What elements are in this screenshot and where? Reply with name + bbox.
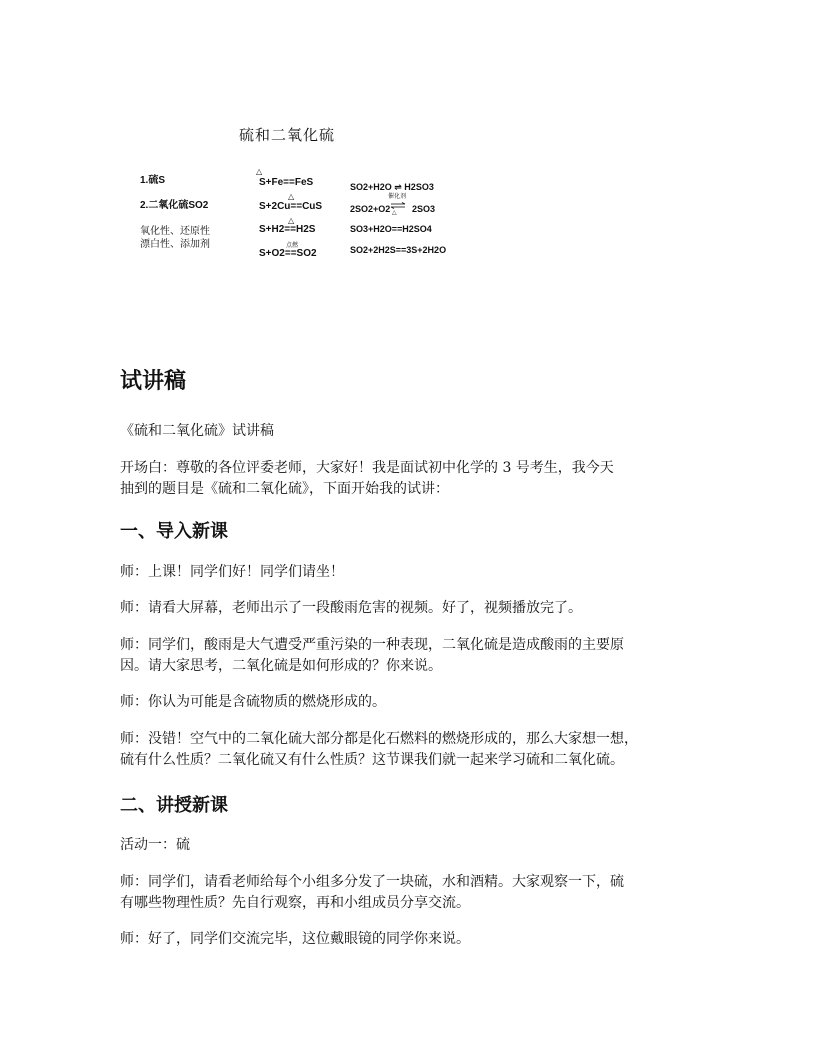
board-right-2-product: 2SO3 xyxy=(412,204,436,214)
intro-paragraph-3-line-1: 师：同学们，酸雨是大气遭受严重污染的一种表现，二氧化硫是造成酸雨的主要原 xyxy=(120,637,624,653)
board-mid-4-equation: S+O2==SO2 xyxy=(259,248,317,259)
board-mid-3-condition: △ xyxy=(288,216,295,225)
lesson-paragraph-2-line-1: 师：同学们，请看老师给每个小组多分发了一块硫，水和酒精。大家观察一下，硫 xyxy=(120,874,624,890)
board-right-1-equation: SO2+H2O ⇌ H2SO3 xyxy=(350,182,434,192)
intro-paragraph-3-line-2: 因。请大家思考，二氧化硫是如何形成的？你来说。 xyxy=(120,658,442,674)
opening-paragraph-line-2: 抽到的题目是《硫和二氧化硫》，下面开始我的试讲： xyxy=(120,481,449,497)
intro-paragraph-5-line-1: 师：没错！空气中的二氧化硫大部分都是化石燃料的燃烧形成的，那么大家想一想， xyxy=(120,731,638,747)
lesson-paragraph-2-line-2: 有哪些物理性质？先自行观察，再和小组成员分享交流。 xyxy=(120,895,470,911)
document-title: 试讲稿 xyxy=(120,369,187,394)
intro-paragraph-5-line-2: 硫有什么性质？二氧化硫又有什么性质？这节课我们就一起来学习硫和二氧化硫。 xyxy=(120,752,624,768)
board-right-2-reactants: 2SO2+O2 xyxy=(350,204,391,214)
reversible-arrow-icon xyxy=(390,202,406,209)
blackboard-summary-image xyxy=(120,118,480,268)
section-heading-intro: 一、导入新课 xyxy=(120,521,228,542)
intro-paragraph-2: 师：请看大屏幕，老师出示了一段酸雨危害的视频。好了，视频播放完了。 xyxy=(120,600,582,616)
document-subtitle: 《硫和二氧化硫》试讲稿 xyxy=(120,423,274,439)
board-left-1: 1.硫S xyxy=(140,175,166,186)
board-right-2-heat: △ xyxy=(392,209,397,216)
board-mid-2-equation: S+2Cu==CuS xyxy=(259,201,323,212)
board-left-4: 漂白性、添加剂 xyxy=(140,239,210,250)
board-right-4-equation: SO2+2H2S==3S+2H2O xyxy=(350,245,447,255)
board-mid-2-condition: △ xyxy=(288,192,295,201)
board-title: 硫和二氧化硫 xyxy=(239,126,336,144)
lesson-paragraph-3: 师：好了，同学们交流完毕，这位戴眼镜的同学你来说。 xyxy=(120,931,470,947)
opening-paragraph-line-1: 开场白：尊敬的各位评委老师，大家好！我是面试初中化学的 3 号考生，我今天 xyxy=(120,460,614,476)
board-left-3: 氧化性、还原性 xyxy=(140,226,210,237)
lesson-paragraph-1: 活动一：硫 xyxy=(120,837,190,853)
board-right-2-catalyst: 催化剂 xyxy=(388,193,407,200)
intro-paragraph-4: 师：你认为可能是含硫物质的燃烧形成的。 xyxy=(120,694,386,710)
intro-paragraph-1: 师：上课！同学们好！同学们请坐！ xyxy=(120,564,344,580)
board-mid-1-condition: △ xyxy=(256,167,263,176)
board-mid-4-condition: 点燃 xyxy=(286,242,299,249)
board-right-3-equation: SO3+H2O==H2SO4 xyxy=(350,224,432,234)
section-heading-new-lesson: 二、讲授新课 xyxy=(120,795,228,816)
board-mid-3-equation: S+H2==H2S xyxy=(259,224,316,235)
board-mid-1-equation: S+Fe==FeS xyxy=(259,177,314,188)
board-left-2: 2.二氧化硫SO2 xyxy=(140,200,209,211)
